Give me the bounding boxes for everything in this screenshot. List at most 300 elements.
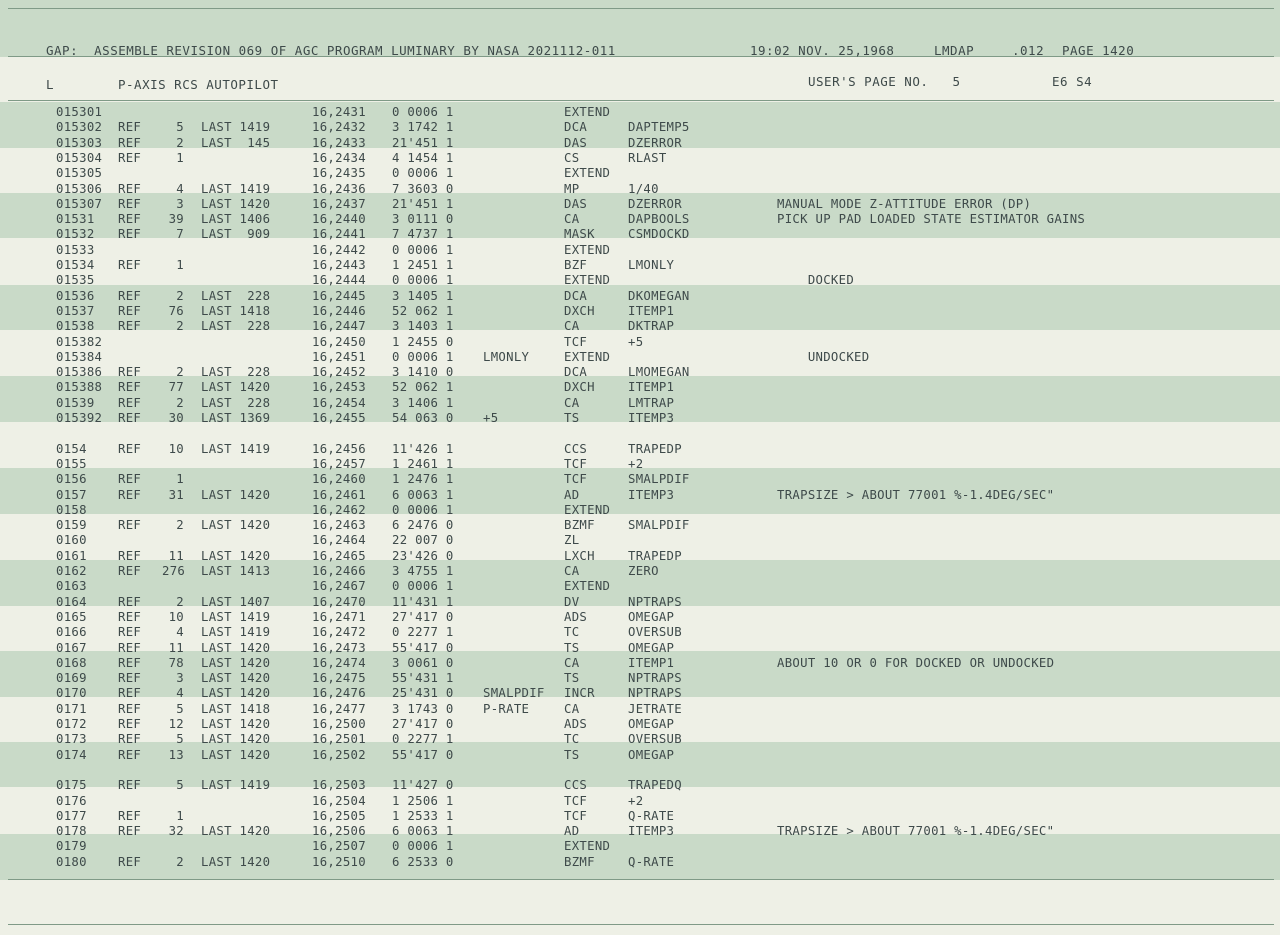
memory-address: 16,2434: [312, 150, 366, 165]
opcode: EXTEND: [564, 242, 611, 257]
operand: TRAPEDP: [628, 548, 682, 563]
comment: TRAPSIZE > ABOUT 77001 %-1.4DEG/SEC": [777, 487, 1055, 502]
octal-word: 21'451 1: [392, 135, 454, 150]
ref-marker: REF: [118, 212, 142, 227]
symbol-label: +5: [483, 411, 499, 425]
operand: +5: [628, 334, 644, 349]
opcode: EXTEND: [564, 579, 611, 594]
memory-address: 16,2432: [312, 120, 366, 135]
memory-address: 16,2433: [312, 135, 366, 150]
listing-line: [0, 717, 1280, 732]
opcode: TCF: [564, 456, 588, 471]
location-counter: 0179: [56, 839, 87, 854]
octal-word: 1 2451 1: [392, 258, 454, 272]
last-page-ref: LAST 1419: [201, 120, 271, 135]
last-page-ref: LAST 1420: [201, 854, 271, 869]
listing-line: [0, 227, 1280, 242]
last-page-ref: LAST 1420: [201, 717, 271, 731]
location-counter: 0171: [56, 701, 87, 716]
last-page-ref: LAST 1418: [201, 701, 271, 716]
operand: OMEGAP: [628, 717, 675, 731]
last-page-ref: LAST 1420: [201, 518, 271, 533]
location-counter: 015304: [56, 150, 103, 165]
ref-marker: REF: [118, 181, 142, 196]
operand: +2: [628, 456, 644, 471]
operand: DAPBOOLS: [628, 212, 690, 227]
memory-address: 16,2471: [312, 609, 366, 624]
listing-line: [0, 166, 1280, 181]
memory-address: 16,2436: [312, 181, 366, 196]
last-page-ref: LAST 1420: [201, 487, 271, 502]
last-page-ref: LAST 1420: [201, 824, 271, 839]
last-page-ref: LAST 1420: [201, 548, 271, 563]
location-counter: 01535: [56, 273, 95, 288]
location-counter: 015305: [56, 166, 103, 181]
opcode: EXTEND: [564, 502, 611, 517]
memory-address: 16,2462: [312, 502, 366, 517]
listing-line: [0, 197, 1280, 212]
symbol-label: LMONLY: [483, 349, 530, 364]
location-counter: 015382: [56, 334, 103, 349]
operand: DZERROR: [628, 135, 682, 150]
octal-word: 6 2476 0: [392, 518, 454, 533]
location-counter: 0165: [56, 609, 87, 624]
opcode: EXTEND: [564, 105, 611, 119]
operand: LMONLY: [628, 258, 675, 272]
operand: CSMDOCKD: [628, 227, 690, 242]
opcode: MP: [564, 181, 580, 196]
operand: NPTRAPS: [628, 671, 682, 686]
listing-line: [0, 794, 1280, 809]
location-counter: 015384: [56, 349, 103, 364]
last-page-ref: LAST 1420: [201, 686, 271, 701]
comment: PICK UP PAD LOADED STATE ESTIMATOR GAINS: [777, 212, 1086, 227]
location-counter: 01533: [56, 242, 95, 257]
octal-word: 6 0063 1: [392, 824, 454, 839]
operand: ITEMP1: [628, 655, 675, 670]
listing-line: [0, 380, 1280, 395]
last-page-ref: LAST 1406: [201, 212, 271, 227]
ref-marker: REF: [118, 732, 142, 747]
listing-line: [0, 595, 1280, 610]
memory-address: 16,2454: [312, 395, 366, 410]
opcode: CA: [564, 564, 580, 578]
opcode: DV: [564, 594, 580, 609]
listing-line: [0, 136, 1280, 151]
ref-marker: REF: [118, 395, 142, 410]
ref-marker: REF: [118, 441, 142, 456]
last-page-ref: LAST 1420: [201, 380, 271, 395]
assembly-timestamp: 19:02 NOV. 25,1968: [750, 43, 895, 58]
memory-address: 16,2503: [312, 778, 366, 793]
memory-address: 16,2466: [312, 564, 366, 578]
last-page-ref: LAST 1420: [201, 671, 271, 686]
operand: LMTRAP: [628, 395, 675, 410]
comment: TRAPSIZE > ABOUT 77001 %-1.4DEG/SEC": [777, 824, 1055, 839]
comment: DOCKED: [777, 273, 855, 288]
listing-line: [0, 105, 1280, 120]
listing-line: [0, 579, 1280, 594]
location-counter: 0174: [56, 747, 87, 762]
octal-word: 0 0006 1: [392, 242, 454, 257]
octal-word: 11'427 0: [392, 778, 454, 793]
opcode: LXCH: [564, 548, 595, 563]
listing-line: [0, 855, 1280, 870]
ref-count: 1: [176, 150, 184, 165]
memory-address: 16,2437: [312, 196, 366, 211]
ref-count: 39: [168, 212, 184, 227]
ref-count: 11: [168, 548, 184, 563]
memory-address: 16,2452: [312, 365, 366, 380]
last-page-ref: LAST 1413: [201, 564, 271, 578]
operand: DAPTEMP5: [628, 120, 690, 135]
ref-count: 276: [162, 564, 186, 578]
listing-line: [0, 671, 1280, 686]
ref-marker: REF: [118, 303, 142, 318]
location-counter: 0164: [56, 594, 87, 609]
ref-count: 13: [168, 747, 184, 762]
listing-line: [0, 120, 1280, 135]
page-number: PAGE 1420: [1062, 43, 1135, 58]
octal-word: 1 2461 1: [392, 456, 454, 471]
memory-address: 16,2446: [312, 303, 366, 318]
octal-word: 55'417 0: [392, 747, 454, 762]
octal-word: 3 0061 0: [392, 655, 454, 670]
octal-word: 3 1742 1: [392, 120, 454, 135]
ref-marker: REF: [118, 319, 142, 334]
ref-marker: REF: [118, 594, 142, 609]
opcode: INCR: [564, 686, 595, 701]
opcode: AD: [564, 824, 580, 839]
ref-count: 76: [168, 303, 184, 318]
operand: OMEGAP: [628, 609, 675, 624]
listing-line: [0, 809, 1280, 824]
last-page-ref: LAST 909: [201, 227, 271, 242]
octal-word: 52 062 1: [392, 380, 454, 395]
memory-address: 16,2444: [312, 273, 366, 288]
ref-count: 4: [176, 686, 184, 701]
location-counter: 01534: [56, 258, 95, 272]
ref-count: 77: [168, 380, 184, 395]
opcode: EXTEND: [564, 349, 611, 364]
location-counter: 015307: [56, 196, 103, 211]
ref-marker: REF: [118, 120, 142, 135]
last-page-ref: LAST 228: [201, 365, 271, 380]
memory-address: 16,2502: [312, 747, 366, 762]
octal-word: 23'426 0: [392, 548, 454, 563]
ref-marker: REF: [118, 150, 142, 165]
opcode: DCA: [564, 120, 588, 135]
last-page-ref: LAST 1419: [201, 181, 271, 196]
location-counter: 0170: [56, 686, 87, 701]
memory-address: 16,2464: [312, 533, 366, 548]
octal-word: 52 062 1: [392, 303, 454, 318]
location-counter: 01532: [56, 227, 95, 242]
opcode: EXTEND: [564, 839, 611, 854]
listing-line: [0, 533, 1280, 548]
ref-marker: REF: [118, 365, 142, 380]
memory-address: 16,2472: [312, 625, 366, 640]
location-counter: 015303: [56, 135, 103, 150]
location-counter: 015301: [56, 105, 103, 119]
listing-line: [0, 824, 1280, 839]
location-counter: 0175: [56, 778, 87, 793]
listing-line: [0, 472, 1280, 487]
operand: +2: [628, 793, 644, 808]
memory-address: 16,2470: [312, 594, 366, 609]
last-page-ref: LAST 145: [201, 135, 271, 150]
memory-address: 16,2451: [312, 349, 366, 364]
octal-word: 1 2533 1: [392, 808, 454, 823]
location-counter: 015306: [56, 181, 103, 196]
ref-marker: REF: [118, 411, 142, 425]
ref-marker: REF: [118, 609, 142, 624]
last-page-ref: LAST 1419: [201, 625, 271, 640]
memory-address: 16,2440: [312, 212, 366, 227]
location-counter: 0172: [56, 717, 87, 731]
listing-line: [0, 702, 1280, 717]
location-counter: 01536: [56, 288, 95, 303]
location-counter: 0177: [56, 808, 87, 823]
listing-line: [0, 839, 1280, 854]
octal-word: 54 063 0: [392, 411, 454, 425]
location-counter: 0168: [56, 655, 87, 670]
memory-address: 16,2463: [312, 518, 366, 533]
opcode: ZL: [564, 533, 580, 548]
location-counter: 0167: [56, 640, 87, 655]
opcode: TS: [564, 640, 580, 655]
listing-line: [0, 182, 1280, 197]
opcode: BZMF: [564, 518, 595, 533]
ref-count: 2: [176, 594, 184, 609]
opcode: TS: [564, 747, 580, 762]
ref-count: 31: [168, 487, 184, 502]
octal-word: 0 2277 1: [392, 625, 454, 640]
ref-marker: REF: [118, 518, 142, 533]
memory-address: 16,2467: [312, 579, 366, 594]
memory-address: 16,2445: [312, 288, 366, 303]
memory-address: 16,2441: [312, 227, 366, 242]
listing-line: [0, 289, 1280, 304]
ref-marker: REF: [118, 625, 142, 640]
operand: Q-RATE: [628, 854, 675, 869]
opcode: ADS: [564, 609, 588, 624]
ref-count: 2: [176, 518, 184, 533]
last-page-ref: LAST 1369: [201, 411, 271, 425]
ref-marker: REF: [118, 747, 142, 762]
operand: DKTRAP: [628, 319, 675, 334]
operand: OVERSUB: [628, 625, 682, 640]
opcode: AD: [564, 487, 580, 502]
operand: ITEMP1: [628, 380, 675, 395]
listing-line: [0, 335, 1280, 350]
memory-address: 16,2442: [312, 242, 366, 257]
listing-line: [0, 457, 1280, 472]
opcode: MASK: [564, 227, 595, 242]
memory-address: 16,2476: [312, 686, 366, 701]
ref-count: 78: [168, 655, 184, 670]
listing-line: [0, 442, 1280, 457]
symbol-label: SMALPDIF: [483, 686, 545, 701]
ref-marker: REF: [118, 778, 142, 793]
ref-count: 30: [168, 411, 184, 425]
ref-marker: REF: [118, 686, 142, 701]
opcode: TC: [564, 625, 580, 640]
location-counter: 0163: [56, 579, 87, 594]
memory-address: 16,2443: [312, 258, 366, 272]
octal-word: 4 1454 1: [392, 150, 454, 165]
ref-marker: REF: [118, 824, 142, 839]
listing-line: [0, 319, 1280, 334]
operand: OMEGAP: [628, 640, 675, 655]
opcode: CA: [564, 319, 580, 334]
listing-line: [0, 656, 1280, 671]
octal-word: 0 0006 1: [392, 273, 454, 288]
page-code: E6 S4: [1052, 74, 1093, 89]
location-counter: 015302: [56, 120, 103, 135]
header-rule: [8, 100, 1274, 101]
memory-address: 16,2453: [312, 380, 366, 395]
memory-address: 16,2510: [312, 854, 366, 869]
memory-address: 16,2500: [312, 717, 366, 731]
ref-marker: REF: [118, 227, 142, 242]
listing-line: [0, 258, 1280, 273]
operand: ITEMP3: [628, 824, 675, 839]
octal-word: 0 0006 1: [392, 349, 454, 364]
opcode: DXCH: [564, 380, 595, 395]
ref-count: 12: [168, 717, 184, 731]
octal-word: 11'426 1: [392, 441, 454, 456]
operand: NPTRAPS: [628, 594, 682, 609]
listing-line: [0, 549, 1280, 564]
ref-count: 10: [168, 441, 184, 456]
header-rule: [8, 8, 1274, 9]
octal-word: 6 0063 1: [392, 487, 454, 502]
last-page-ref: LAST 1420: [201, 640, 271, 655]
last-page-ref: LAST 1419: [201, 778, 271, 793]
octal-word: 25'431 0: [392, 686, 454, 701]
ref-count: 2: [176, 365, 184, 380]
ref-marker: REF: [118, 854, 142, 869]
listing-line: [0, 732, 1280, 747]
assembly-title: GAP: ASSEMBLE REVISION 069 OF AGC PROGRAM LUMINARY BY NASA 2021112-011: [46, 43, 616, 58]
octal-word: 22 007 0: [392, 533, 454, 548]
last-page-ref: LAST 1420: [201, 655, 271, 670]
memory-address: 16,2461: [312, 487, 366, 502]
ref-marker: REF: [118, 701, 142, 716]
memory-address: 16,2450: [312, 334, 366, 349]
opcode: DAS: [564, 135, 588, 150]
ref-marker: REF: [118, 548, 142, 563]
location-counter: 0162: [56, 564, 87, 578]
ref-count: 32: [168, 824, 184, 839]
operand: SMALPDIF: [628, 472, 690, 487]
operand: JETRATE: [628, 701, 682, 716]
opcode: ADS: [564, 717, 588, 731]
operand: RLAST: [628, 150, 667, 165]
location-counter: 01537: [56, 303, 95, 318]
operand: Q-RATE: [628, 808, 675, 823]
ref-count: 2: [176, 854, 184, 869]
memory-address: 16,2475: [312, 671, 366, 686]
ref-count: 5: [176, 120, 184, 135]
listing-line: [0, 243, 1280, 258]
listing-line: [0, 686, 1280, 701]
memory-address: 16,2504: [312, 793, 366, 808]
location-counter: 015388: [56, 380, 103, 395]
octal-word: 7 3603 0: [392, 181, 454, 196]
last-page-ref: LAST 228: [201, 395, 271, 410]
opcode: TCF: [564, 793, 588, 808]
last-page-ref: LAST 1419: [201, 609, 271, 624]
operand: TRAPEDQ: [628, 778, 682, 793]
opcode: DXCH: [564, 303, 595, 318]
last-page-ref: LAST 1418: [201, 303, 271, 318]
memory-address: 16,2455: [312, 411, 366, 425]
ref-marker: REF: [118, 472, 142, 487]
users-page-number: USER'S PAGE NO. 5: [808, 74, 961, 89]
opcode: CCS: [564, 441, 588, 456]
opcode: EXTEND: [564, 273, 611, 288]
memory-address: 16,2507: [312, 839, 366, 854]
location-counter: 0158: [56, 502, 87, 517]
memory-address: 16,2501: [312, 732, 366, 747]
symbol-label: P-RATE: [483, 701, 530, 716]
memory-address: 16,2447: [312, 319, 366, 334]
operand: ITEMP3: [628, 487, 675, 502]
octal-word: 0 0006 1: [392, 166, 454, 181]
ref-marker: REF: [118, 288, 142, 303]
ref-count: 4: [176, 625, 184, 640]
opcode: TS: [564, 411, 580, 425]
ref-marker: REF: [118, 655, 142, 670]
operand: TRAPEDP: [628, 441, 682, 456]
operand: SMALPDIF: [628, 518, 690, 533]
ref-count: 3: [176, 671, 184, 686]
ref-count: 2: [176, 319, 184, 334]
footer-rule: [8, 879, 1274, 880]
ref-marker: REF: [118, 671, 142, 686]
octal-word: 55'417 0: [392, 640, 454, 655]
listing-line: [0, 212, 1280, 227]
opcode: TCF: [564, 472, 588, 487]
octal-word: 3 1743 0: [392, 701, 454, 716]
opcode: BZMF: [564, 854, 595, 869]
operand: 1/40: [628, 181, 659, 196]
octal-word: 3 1405 1: [392, 288, 454, 303]
listing-line: [0, 304, 1280, 319]
last-page-ref: LAST 1420: [201, 196, 271, 211]
opcode: CA: [564, 212, 580, 227]
ref-count: 10: [168, 609, 184, 624]
operand: NPTRAPS: [628, 686, 682, 701]
ref-count: 2: [176, 395, 184, 410]
ref-count: 3: [176, 196, 184, 211]
octal-word: 3 1403 1: [392, 319, 454, 334]
octal-word: 1 2455 0: [392, 334, 454, 349]
location-counter: 01531: [56, 212, 95, 227]
ref-count: 2: [176, 288, 184, 303]
memory-address: 16,2477: [312, 701, 366, 716]
ref-marker: REF: [118, 564, 142, 578]
opcode: CA: [564, 395, 580, 410]
octal-word: 3 1410 0: [392, 365, 454, 380]
opcode: TCF: [564, 808, 588, 823]
last-page-ref: LAST 1407: [201, 594, 271, 609]
program-name: LMDAP: [934, 43, 975, 58]
ref-count: 4: [176, 181, 184, 196]
location-counter: 0155: [56, 456, 87, 471]
